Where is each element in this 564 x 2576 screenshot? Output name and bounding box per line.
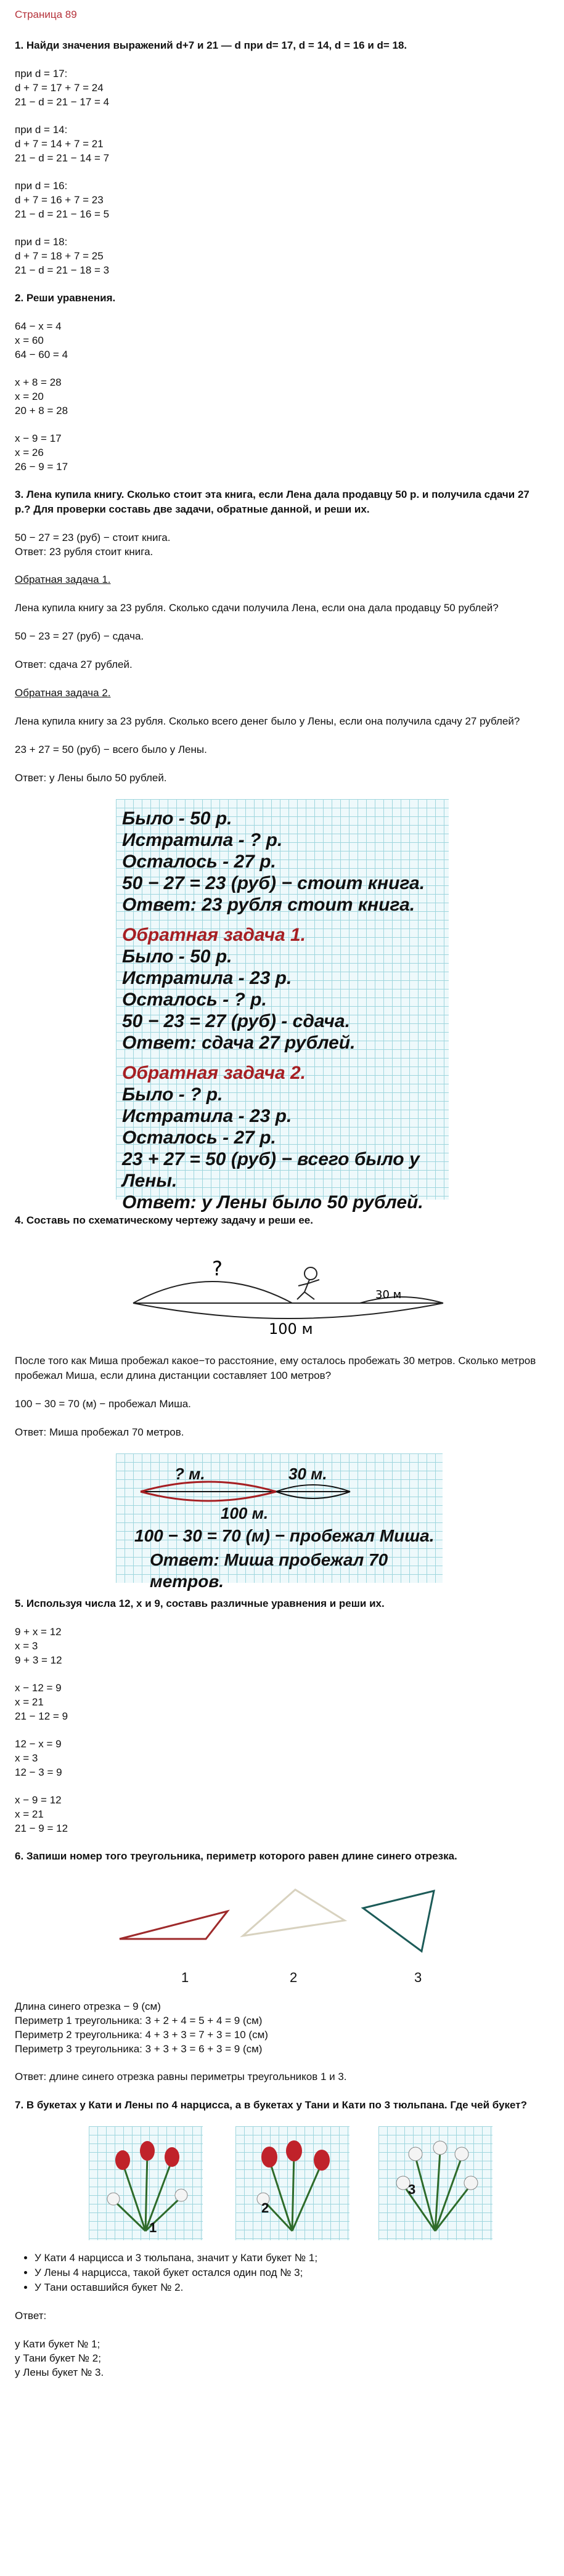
notebook-line: Осталось - 27 р. [122,1128,276,1148]
task2-solution [15,319,545,474]
task5-solution [15,1625,545,1835]
task4-solution: 100 − 30 = 70 (м) − пробежал Миша. [15,1398,191,1410]
inverse2-text: Лена купила книгу за 23 рубля. Сколько всего денег было у Лены, если она получила сдачу 27 рублей? [15,715,520,727]
inverse2-title: Обратная задача 2. [15,687,111,699]
notebook-line: Истратила - ? р. [122,830,283,850]
task7-heading: 7. В букетах у Кати и Лены по 4 нарцисса, а в букетах у Тани и Кати по 3 тюльпана. Где чей букет? [15,2099,527,2111]
solution-line: 20 + 8 = 28 [15,405,68,416]
solution-line: x = 20 [15,391,44,402]
task4-diagram [15,1241,545,1340]
solution-line: x = 60 [15,335,44,346]
remaining-arc [360,1297,443,1303]
solution-line: 9 + 3 = 12 [15,1654,62,1666]
task3-answer: Ответ: 23 рубля стоит книга. [15,546,153,558]
notebook-line: 50 − 23 = 27 (руб) - сдача. [122,1011,350,1031]
remaining-label: 30 м [375,1288,402,1301]
solution-group [15,1793,545,1835]
list-item: • У Кати 4 нарцисса и 3 тюльпана, значит у Кати букет № 1; [35,2251,545,2265]
perimeter-line: Периметр 2 треугольника: 4 + 3 + 3 = 7 + 3 = 10 (см) [15,2029,268,2041]
running-boy-icon [297,1267,319,1299]
triangle-label-1: 1 [181,1970,189,1985]
total-label: 100 м [269,1320,313,1338]
solution-group [15,123,545,165]
solution-line: при d = 14: [15,124,68,136]
notebook-line: Осталось - ? р. [122,989,267,1010]
task7-bouquets [15,2126,545,2243]
triangle-2 [243,1890,345,1936]
notebook-line: Осталось - 27 р. [122,851,276,872]
task4-notebook-image [116,1453,443,1591]
solution-line: 64 − 60 = 4 [15,349,68,360]
triangle-1 [120,1911,227,1939]
task4-heading: 4. Составь по схематическому чертежу задачу и реши ее. [15,1214,313,1226]
task3-solution [15,530,545,559]
bouquet-2-icon [235,2126,349,2240]
task7-answer-line: у Лены букет № 3. [15,2367,104,2378]
notebook-line: Было - ? р. [122,1084,223,1105]
task7-answer-label: Ответ: [15,2310,47,2322]
solution-line: 12 − 3 = 9 [15,1766,62,1778]
nb4-left-label: ? м. [174,1465,205,1483]
notebook-line: Истратила - 23 р. [122,1106,292,1126]
bouquet-1-icon [89,2126,203,2240]
triangles-figure [15,1877,545,1964]
task1-solution [15,67,545,277]
task1-heading: 1. Найди значения выражений d+7 и 21 — d при d= 17, d = 14, d = 16 и d= 18. [15,39,407,51]
nb4-solution: 100 − 30 = 70 (м) − пробежал Миша. [134,1526,435,1545]
perimeter-line: Периметр 1 треугольника: 3 + 2 + 4 = 5 + 4 = 9 (см) [15,2015,263,2026]
notebook-line: Обратная задача 1. [122,925,306,945]
notebook-line: 23 + 27 = 50 (руб) − всего было у Лены. [122,1149,420,1191]
solution-line: x − 9 = 17 [15,433,62,444]
solution-line: 21 − d = 21 − 17 = 4 [15,96,110,108]
bouquet-label-1: 1 [149,2220,157,2235]
notebook-diagram [116,1453,443,1509]
solution-line: x + 8 = 28 [15,376,62,388]
task4-answer: Ответ: Миша пробежал 70 метров. [15,1426,184,1438]
task7-answer-line: у Тани букет № 2; [15,2352,101,2364]
solution-group [15,179,545,221]
solution-line: x = 3 [15,1640,38,1652]
question-mark: ? [212,1257,223,1280]
solution-line: 21 − d = 21 − 16 = 5 [15,208,110,220]
solution-line: при d = 16: [15,180,68,192]
notebook-line: Ответ: сдача 27 рублей. [122,1033,356,1053]
perimeter-line: Длина синего отрезка − 9 (см) [15,2001,161,2012]
solution-line: 12 − x = 9 [15,1738,62,1750]
solution-group [15,319,545,362]
triangle-3 [363,1891,434,1951]
notebook-line: 50 − 27 = 23 (руб) − стоит книга. [122,873,425,893]
task5-heading: 5. Используя числа 12, x и 9, составь различные уравнения и реши их. [15,1598,385,1609]
nb4-right-label: 30 м. [288,1465,327,1483]
race-diagram [15,1241,545,1340]
solution-line: x − 12 = 9 [15,1682,62,1694]
task4-text: После того как Миша пробежал какое−то расстояние, ему осталось пробежать 30 метров. Сколько метров пробежал Миша, если длина дистанции составляет 100 метров? [15,1355,536,1381]
page-content [15,9,545,2379]
inverse1-text: Лена купила книгу за 23 рубля. Сколько сдачи получила Лена, если она дала продавцу 50 рублей? [15,602,499,614]
nb4-total-label: 100 м. [221,1504,269,1522]
notebook-line: Ответ: 23 рубля стоит книга. [122,895,415,915]
task3-notebook-image [116,799,449,1213]
task2-heading: 2. Реши уравнения. [15,292,116,304]
triangle-label-3: 3 [414,1970,422,1985]
bouquet-3-icon [378,2126,492,2240]
perimeter-line: Периметр 3 треугольника: 3 + 3 + 3 = 6 + 3 = 9 (см) [15,2043,263,2055]
solution-group [15,375,545,418]
solution-line: 21 − 9 = 12 [15,1822,68,1834]
page-title: Страница 89 [15,9,77,20]
notebook-line: Истратила - 23 р. [122,968,292,988]
task6-triangles [15,1877,545,1988]
task6-answer: Ответ: длине синего отрезка равны периметры треугольников 1 и 3. [15,2071,347,2082]
solution-line: при d = 17: [15,68,68,79]
run-arc [133,1282,292,1303]
solution-line: 64 − x = 4 [15,320,62,332]
solution-line: x = 3 [15,1752,38,1764]
bouquet-3 [378,2126,492,2240]
inverse1-title: Обратная задача 1. [15,574,111,585]
solution-line: 21 − d = 21 − 14 = 7 [15,152,110,164]
bouquet-1 [89,2126,203,2240]
solution-line: x = 26 [15,447,44,458]
solution-line: x = 21 [15,1696,44,1708]
inverse1-solution: 50 − 23 = 27 (руб) − сдача. [15,630,144,642]
solution-group [15,1681,545,1723]
solution-line: d + 7 = 18 + 7 = 25 [15,250,104,262]
task7-reasoning [15,2251,545,2295]
bouquet-label-2: 2 [261,2200,269,2216]
bouquet-2 [235,2126,349,2240]
task3-solution-line: 50 − 27 = 23 (руб) − стоит книга. [15,532,171,543]
solution-group [15,431,545,474]
solution-line: при d = 18: [15,236,68,248]
solution-line: d + 7 = 16 + 7 = 23 [15,194,104,206]
notebook-line: Было - 50 р. [122,808,232,829]
solution-line: x = 21 [15,1808,44,1820]
notebook-line: Было - 50 р. [122,946,232,967]
solution-group [15,1625,545,1667]
list-item: • У Тани оставшийся букет № 2. [35,2280,545,2295]
nb4-answer: Ответ: Миша пробежал 70 метров. [150,1550,388,1591]
list-item: • У Лены 4 нарцисса, такой букет остался один под № 3; [35,2265,545,2280]
solution-line: d + 7 = 14 + 7 = 21 [15,138,104,150]
task6-solution [15,1999,545,2056]
inverse2-solution: 23 + 27 = 50 (руб) − всего было у Лены. [15,744,207,755]
inverse1-answer: Ответ: сдача 27 рублей. [15,659,133,670]
triangle-label-2: 2 [290,1970,298,1985]
solution-line: 9 + x = 12 [15,1626,62,1638]
inverse2-answer: Ответ: у Лены было 50 рублей. [15,772,167,784]
solution-group [15,67,545,109]
solution-group [15,1737,545,1779]
task7-answer-line: у Кати букет № 1; [15,2338,100,2350]
solution-line: d + 7 = 17 + 7 = 24 [15,82,104,94]
solution-line: 21 − d = 21 − 18 = 3 [15,264,110,276]
total-arc [133,1303,443,1318]
solution-line: 21 − 12 = 9 [15,1710,68,1722]
solution-line: 26 − 9 = 17 [15,461,68,473]
bouquet-label-3: 3 [408,2182,416,2197]
notebook-line: Обратная задача 2. [122,1063,306,1083]
solution-group [15,235,545,277]
task6-heading: 6. Запиши номер того треугольника, периметр которого равен длине синего отрезка. [15,1850,457,1862]
solution-line: x − 9 = 12 [15,1794,62,1806]
task3-heading: 3. Лена купила книгу. Сколько стоит эта книга, если Лена дала продавцу 50 р. и получила сдачи 27 р.? Для проверки составь две задачи, обратные данной, и реши их. [15,489,529,515]
notebook-line: Ответ: у Лены было 50 рублей. [122,1192,423,1213]
